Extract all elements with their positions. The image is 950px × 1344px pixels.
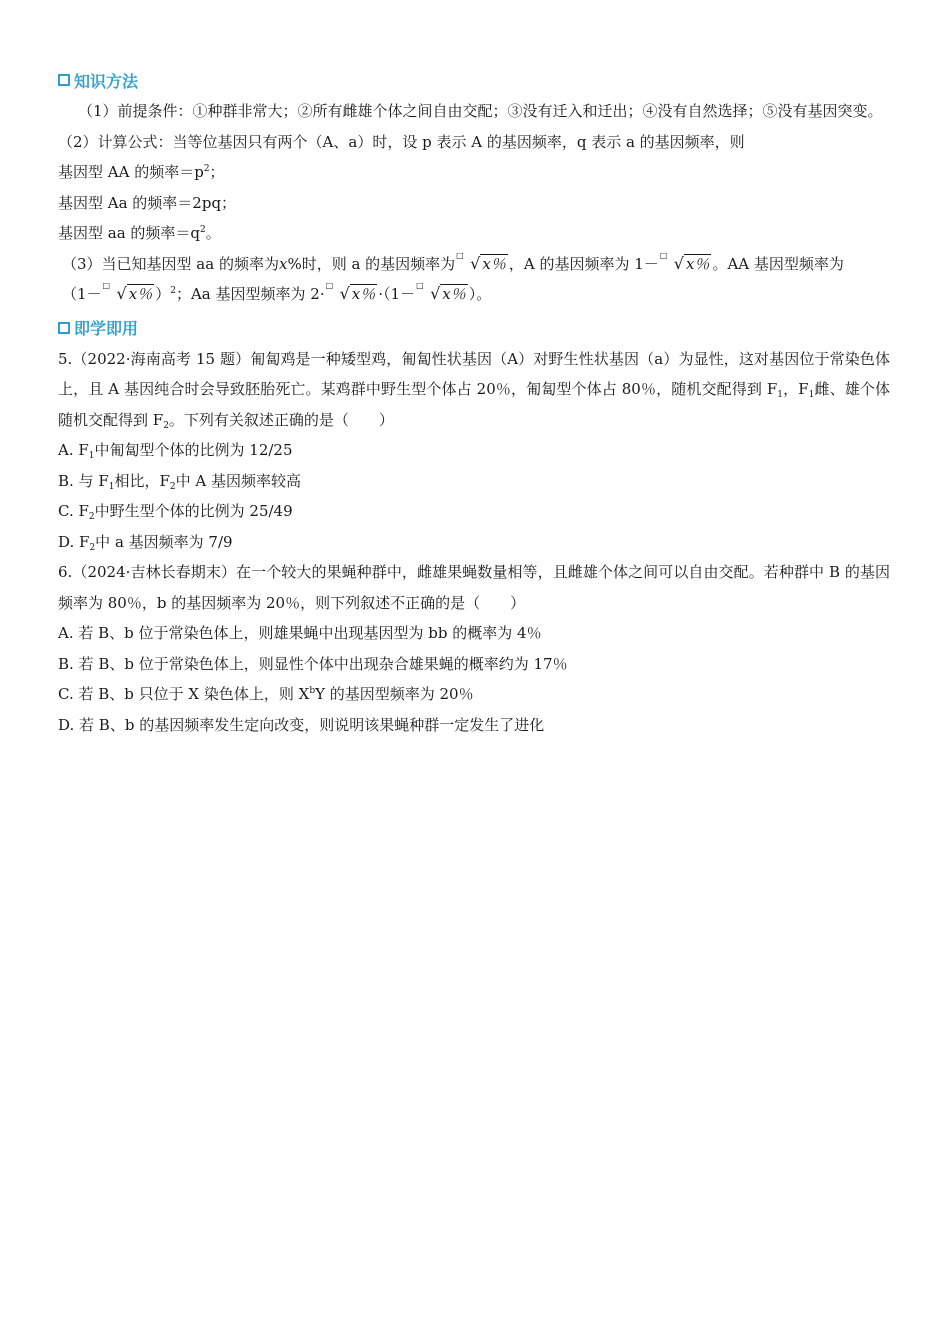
question-6-option-a: A. 若 B、b 位于常染色体上，则雄果蝇中出现基因型为 bb 的概率为 4％ [58,624,542,642]
question-6-option-b: B. 若 B、b 位于常染色体上，则显性个体中出现杂合雄果蝇的概率约为 17％ [58,654,568,673]
paragraph-formula: （2）计算公式：当等位基因只有两个（A、a）时，设 p 表示 A 的基因频率，q 表示 a 的基因频率，则 [58,132,745,151]
formula-aa: 基因型 aa 的频率$=q^2$。 [58,224,221,242]
page [58,66,890,740]
question-5-option-a: A. $F_1$中匍匐型个体的比例为 12/25 [58,441,293,461]
cube-root: □ √ x％ [325,281,376,303]
section-heading-practice [58,314,890,342]
formula-Aa: 基因型 Aa 的频率＝2pq； [58,193,237,212]
section-heading-knowledge [58,66,890,94]
heading-text: 知识方法 [74,71,139,91]
question-5-option-b: B. 与 $F_1$相比，$F_2$中 A 基因频率较高 [58,471,302,492]
question-6-option-d: D. 若 B、b 的基因频率发生定向改变，则说明该果蝇种群一定发生了进化 [58,715,545,734]
question-5-stem: 5.（2022·海南高考 15 题）匍匐鸡是一种矮型鸡，匍匐性状基因（A）对野生性状基因（a）为显性，这对基因位于常染色体上，且 A 基因纯合时会导致胚胎死亡。某鸡群中野生型个体占 20％，匍匐型个体占 80％，随机交配得到 $F_1$，$F_1$雌、雄个体随机交配得到 $F_2$。下列有关叙述正确的是（ ） [58,349,890,431]
cube-root: □ √ x％ [659,250,710,273]
cube-root: □ √ x％ [102,281,153,303]
paragraph-conditions: （1）前提条件：①种群非常大；②所有雌雄个体之间自由交配；③没有迁入和迁出；④没有自然选择；⑤没有基因突变。 [78,102,883,120]
question-6-option-c: C. 若 B、b 只位于 X 染色体上，则 $X^bY$ 的基因型频率为 20％ [58,685,474,703]
question-6-stem: 6.（2024·吉林长春期末）在一个较大的果蝇种群中，雌雄果蝇数量相等，且雌雄个体之间可以自由交配。若种群中 B 的基因频率为 80％，b 的基因频率为 20％，则下列叙述不正确的是（ ） [58,563,890,612]
cube-root: □ √ x％ [456,250,506,273]
paragraph-known-aa: （3）当已知基因型 aa 的频率为x%时，则 a 的基因频率为 □ √ x％ ，A 的基因频率为 1－ □ √ x％ 。AA 基因型频率为 （1－ □ √ x％ ）$^2$；Aa 基因型频率为 2· □ √ x％ ·（1－ □ √ x％ ）。 [58,249,890,310]
question-5-option-c: C. $F_2$中野生型个体的比例为 25/49 [58,502,293,522]
formula-AA: 基因型 AA 的频率$=p^2$； [58,163,225,181]
heading-text: 即学即用 [74,319,139,338]
question-5-option-d: D. $F_2$中 a 基因频率为 7/9 [58,532,233,553]
cube-root: □ √ x％ [416,281,466,303]
checkbox-square-icon [58,322,70,334]
checkbox-square-icon [58,74,70,86]
